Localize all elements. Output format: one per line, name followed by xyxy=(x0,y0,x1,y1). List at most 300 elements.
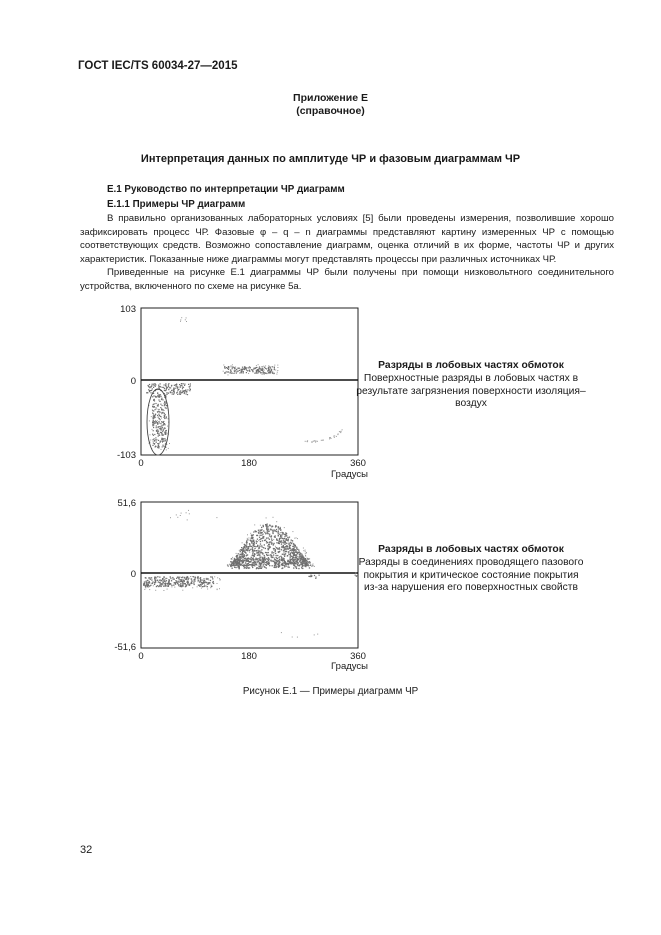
discharge-dot xyxy=(250,564,251,565)
discharge-dot xyxy=(279,556,280,557)
discharge-dot xyxy=(280,527,281,528)
discharge-dot xyxy=(305,441,306,442)
discharge-dot xyxy=(294,538,295,539)
body-paragraph-1: В правильно организованных лабораторных условиях [5] были проведены измерения, позволившие хорошо зафиксировать процесс ЧР. Фазовые φ – q – n диаграммы представляют картину измеренных ЧР с помощью соответствующих средств. Возможно сопоставление диаграмм, оценка отличий в их форме, частоты ЧР и других характеристик. Показанные ниже диаграммы могут представлять процессы при различных источниках ЧР. xyxy=(80,213,614,265)
discharge-dot xyxy=(154,582,155,583)
discharge-dot xyxy=(157,393,158,394)
discharge-dot xyxy=(267,545,268,546)
discharge-dot xyxy=(226,367,227,368)
discharge-dot xyxy=(267,563,268,564)
discharge-dot xyxy=(272,543,273,544)
discharge-dot xyxy=(237,368,238,369)
discharge-dot xyxy=(339,431,340,432)
discharge-dot xyxy=(284,527,285,528)
discharge-dot xyxy=(269,565,270,566)
discharge-dot xyxy=(273,530,274,531)
discharge-dot xyxy=(278,564,279,565)
discharge-dot xyxy=(323,440,324,441)
discharge-dot xyxy=(317,634,318,635)
discharge-dot xyxy=(295,559,296,560)
discharge-dot xyxy=(246,543,247,544)
discharge-dot xyxy=(309,562,310,563)
discharge-dot xyxy=(250,559,251,560)
discharge-dot xyxy=(279,547,280,548)
discharge-dot xyxy=(183,391,184,392)
discharge-dot xyxy=(260,535,261,536)
discharge-dot xyxy=(302,564,303,565)
discharge-dot xyxy=(271,555,272,556)
discharge-dot xyxy=(230,369,231,370)
discharge-dot xyxy=(262,557,263,558)
discharge-dot xyxy=(162,387,163,388)
discharge-dot xyxy=(238,566,239,567)
discharge-dot xyxy=(257,371,258,372)
discharge-dot xyxy=(241,547,242,548)
discharge-dot xyxy=(286,551,287,552)
discharge-dot xyxy=(268,560,269,561)
discharge-dot xyxy=(187,519,188,520)
discharge-dot xyxy=(247,560,248,561)
discharge-dot xyxy=(260,557,261,558)
discharge-dot xyxy=(247,538,248,539)
discharge-dot xyxy=(173,391,174,392)
discharge-dot xyxy=(263,530,264,531)
discharge-dot xyxy=(284,553,285,554)
discharge-dot xyxy=(158,433,159,434)
discharge-dot xyxy=(253,541,254,542)
section-e1-heading: Е.1 Руководство по интерпретации ЧР диаграмм xyxy=(107,184,345,195)
y-tick-label: 103 xyxy=(120,304,136,315)
discharge-dot xyxy=(254,554,255,555)
discharge-dot xyxy=(232,568,233,569)
discharge-dot xyxy=(153,407,154,408)
discharge-dot xyxy=(244,366,245,367)
discharge-dot xyxy=(284,536,285,537)
discharge-dot xyxy=(272,533,273,534)
discharge-dot xyxy=(251,559,252,560)
discharge-dot xyxy=(223,365,224,366)
discharge-dot xyxy=(247,548,248,549)
discharge-dot xyxy=(293,567,294,568)
discharge-dot xyxy=(255,531,256,532)
discharge-dot xyxy=(167,387,168,388)
discharge-dot xyxy=(263,553,264,554)
discharge-dot xyxy=(155,437,156,438)
discharge-dot xyxy=(264,367,265,368)
discharge-dot xyxy=(152,388,153,389)
discharge-dot xyxy=(269,371,270,372)
discharge-dot xyxy=(244,554,245,555)
discharge-dot xyxy=(183,580,184,581)
discharge-dot xyxy=(163,576,164,577)
discharge-dot xyxy=(179,586,180,587)
discharge-dot xyxy=(251,557,252,558)
discharge-dot xyxy=(299,565,300,566)
discharge-dot xyxy=(275,370,276,371)
discharge-dot xyxy=(162,399,163,400)
discharge-dot xyxy=(243,371,244,372)
discharge-dot xyxy=(299,553,300,554)
discharge-dot xyxy=(168,586,169,587)
discharge-dot xyxy=(262,374,263,375)
discharge-dot xyxy=(147,585,148,586)
discharge-dot xyxy=(301,561,302,562)
discharge-dot xyxy=(261,529,262,530)
discharge-dot xyxy=(305,558,306,559)
discharge-dot xyxy=(180,319,181,320)
legend-description: Разряды в соединениях проводящего пазового покрытия и критическое состояние покрытия из-за нарушения его поверхностных свойств xyxy=(358,556,584,594)
discharge-dot xyxy=(228,369,229,370)
discharge-dot xyxy=(283,546,284,547)
discharge-dot xyxy=(264,374,265,375)
discharge-dot xyxy=(303,565,304,566)
discharge-dot xyxy=(246,372,247,373)
discharge-dot xyxy=(162,441,163,442)
discharge-dot xyxy=(246,564,247,565)
discharge-dot xyxy=(297,559,298,560)
discharge-dot xyxy=(254,559,255,560)
discharge-dot xyxy=(162,442,163,443)
discharge-dot xyxy=(246,559,247,560)
discharge-dot xyxy=(198,580,199,581)
discharge-dot xyxy=(269,559,270,560)
discharge-dot xyxy=(246,568,247,569)
discharge-dot xyxy=(256,371,257,372)
discharge-dot xyxy=(219,588,220,589)
discharge-dot xyxy=(288,553,289,554)
discharge-dot xyxy=(281,542,282,543)
discharge-dot xyxy=(268,557,269,558)
discharge-dot xyxy=(177,583,178,584)
discharge-dot xyxy=(170,576,171,577)
discharge-dot xyxy=(180,386,181,387)
discharge-dot xyxy=(281,557,282,558)
discharge-dot xyxy=(281,568,282,569)
discharge-dot xyxy=(242,552,243,553)
discharge-dot xyxy=(180,586,181,587)
discharge-dot xyxy=(158,440,159,441)
discharge-dot xyxy=(297,538,298,539)
discharge-dot xyxy=(164,390,165,391)
discharge-dot xyxy=(243,550,244,551)
discharge-dot xyxy=(280,538,281,539)
discharge-dot xyxy=(162,581,163,582)
discharge-dot xyxy=(240,556,241,557)
discharge-dot xyxy=(168,579,169,580)
discharge-dot xyxy=(261,545,262,546)
discharge-dot xyxy=(309,567,310,568)
discharge-dot xyxy=(276,547,277,548)
discharge-dot xyxy=(246,541,247,542)
discharge-dot xyxy=(175,582,176,583)
discharge-dot xyxy=(268,531,269,532)
discharge-dot xyxy=(336,436,337,437)
discharge-dot xyxy=(313,441,314,442)
discharge-dot xyxy=(217,583,218,584)
discharge-dot xyxy=(295,555,296,556)
discharge-dot xyxy=(286,535,287,536)
discharge-dot xyxy=(297,564,298,565)
discharge-dot xyxy=(293,557,294,558)
discharge-dot xyxy=(167,578,168,579)
discharge-dot xyxy=(256,552,257,553)
discharge-dot xyxy=(169,443,170,444)
discharge-dot xyxy=(160,579,161,580)
discharge-dot xyxy=(161,398,162,399)
discharge-dot xyxy=(314,634,315,635)
discharge-dot xyxy=(166,388,167,389)
discharge-dot xyxy=(185,390,186,391)
discharge-dot xyxy=(300,564,301,565)
discharge-dot xyxy=(268,534,269,535)
discharge-dot xyxy=(269,544,270,545)
discharge-dot xyxy=(156,422,157,423)
discharge-dot xyxy=(330,437,331,438)
discharge-dot xyxy=(295,566,296,567)
discharge-dot xyxy=(246,560,247,561)
discharge-dot xyxy=(269,543,270,544)
discharge-dot xyxy=(201,580,202,581)
discharge-dot xyxy=(153,418,154,419)
discharge-dot xyxy=(294,545,295,546)
discharge-dot xyxy=(261,563,262,564)
discharge-dot xyxy=(239,559,240,560)
standard-header: ГОСТ IEC/TS 60034-27—2015 xyxy=(78,60,238,72)
discharge-dot xyxy=(164,388,165,389)
x-tick-label: 0 xyxy=(138,651,144,662)
discharge-dot xyxy=(158,414,159,415)
discharge-dot xyxy=(284,541,285,542)
discharge-dot xyxy=(316,441,317,442)
discharge-dot xyxy=(165,403,166,404)
discharge-dot xyxy=(163,446,164,447)
discharge-dot xyxy=(193,582,194,583)
discharge-dot xyxy=(157,415,158,416)
discharge-dot xyxy=(275,565,276,566)
discharge-dot xyxy=(158,586,159,587)
discharge-dot xyxy=(278,535,279,536)
discharge-dot xyxy=(269,539,270,540)
discharge-dot xyxy=(305,555,306,556)
discharge-dot xyxy=(254,546,255,547)
discharge-dot xyxy=(183,387,184,388)
discharge-dot xyxy=(173,388,174,389)
discharge-dot xyxy=(201,586,202,587)
discharge-dot xyxy=(258,566,259,567)
discharge-dot xyxy=(289,545,290,546)
discharge-dot xyxy=(201,588,202,589)
discharge-dot xyxy=(154,584,155,585)
discharge-dot xyxy=(236,553,237,554)
discharge-dot xyxy=(254,565,255,566)
discharge-dot xyxy=(287,563,288,564)
discharge-dot xyxy=(207,589,208,590)
discharge-dot xyxy=(153,585,154,586)
document-title: Интерпретация данных по амплитуде ЧР и фазовым диаграммам ЧР xyxy=(140,153,521,165)
discharge-dot xyxy=(281,529,282,530)
discharge-dot xyxy=(164,417,165,418)
discharge-dot xyxy=(250,561,251,562)
discharge-dot xyxy=(256,365,257,366)
discharge-dot xyxy=(273,539,274,540)
discharge-dot xyxy=(285,561,286,562)
discharge-dot xyxy=(295,551,296,552)
discharge-dot xyxy=(231,561,232,562)
discharge-dot xyxy=(204,582,205,583)
discharge-dot xyxy=(212,582,213,583)
discharge-dot xyxy=(277,558,278,559)
discharge-dot xyxy=(269,535,270,536)
discharge-dot xyxy=(235,567,236,568)
discharge-dot xyxy=(252,551,253,552)
discharge-dot xyxy=(273,561,274,562)
discharge-dot xyxy=(228,374,229,375)
discharge-dot xyxy=(163,387,164,388)
discharge-dot xyxy=(190,383,191,384)
appendix-subtitle: (справочное) xyxy=(296,105,365,117)
discharge-dot xyxy=(194,584,195,585)
discharge-dot xyxy=(268,371,269,372)
discharge-dot xyxy=(286,566,287,567)
discharge-dot xyxy=(277,365,278,366)
discharge-dot xyxy=(161,421,162,422)
discharge-dot xyxy=(165,384,166,385)
discharge-dot xyxy=(162,438,163,439)
discharge-dot xyxy=(276,374,277,375)
discharge-dot xyxy=(266,567,267,568)
discharge-dot xyxy=(276,542,277,543)
discharge-dot xyxy=(157,396,158,397)
discharge-dot xyxy=(160,416,161,417)
discharge-dot xyxy=(241,564,242,565)
discharge-dot xyxy=(188,384,189,385)
discharge-dot xyxy=(273,552,274,553)
discharge-dot xyxy=(173,578,174,579)
discharge-dot xyxy=(262,540,263,541)
discharge-dot xyxy=(296,548,297,549)
discharge-dot xyxy=(186,317,187,318)
discharge-dot xyxy=(161,425,162,426)
discharge-dot xyxy=(272,551,273,552)
discharge-dot xyxy=(186,577,187,578)
discharge-dot xyxy=(278,529,279,530)
discharge-dot xyxy=(183,585,184,586)
discharge-dot xyxy=(148,584,149,585)
discharge-dot xyxy=(257,567,258,568)
discharge-dot xyxy=(248,565,249,566)
discharge-dot xyxy=(159,585,160,586)
discharge-dot xyxy=(273,549,274,550)
discharge-dot xyxy=(269,369,270,370)
discharge-dot xyxy=(159,415,160,416)
discharge-dot xyxy=(149,390,150,391)
discharge-dot xyxy=(187,584,188,585)
discharge-dot xyxy=(286,546,287,547)
discharge-dot xyxy=(163,428,164,429)
discharge-dot xyxy=(157,433,158,434)
chart-2-legend xyxy=(356,544,586,595)
discharge-dot xyxy=(158,447,159,448)
discharge-dot xyxy=(156,430,157,431)
discharge-dot xyxy=(158,581,159,582)
discharge-dot xyxy=(153,399,154,400)
discharge-dot xyxy=(191,580,192,581)
discharge-dot xyxy=(284,558,285,559)
discharge-dot xyxy=(260,533,261,534)
discharge-dot xyxy=(246,369,247,370)
discharge-dot xyxy=(231,558,232,559)
discharge-dot xyxy=(296,537,297,538)
discharge-dot xyxy=(305,566,306,567)
discharge-dot xyxy=(308,564,309,565)
discharge-dot xyxy=(158,431,159,432)
discharge-dot xyxy=(302,559,303,560)
discharge-dot xyxy=(317,441,318,442)
discharge-dot xyxy=(264,567,265,568)
discharge-dot xyxy=(267,555,268,556)
discharge-dot xyxy=(258,558,259,559)
discharge-dot xyxy=(288,540,289,541)
discharge-dot xyxy=(281,546,282,547)
discharge-dot xyxy=(245,546,246,547)
discharge-dot xyxy=(157,431,158,432)
discharge-dot xyxy=(155,579,156,580)
discharge-dot xyxy=(152,434,153,435)
discharge-dot xyxy=(154,438,155,439)
discharge-dot xyxy=(160,429,161,430)
discharge-dot xyxy=(249,552,250,553)
discharge-dot xyxy=(156,425,157,426)
discharge-dot xyxy=(166,586,167,587)
discharge-dot xyxy=(256,367,257,368)
discharge-dot xyxy=(170,387,171,388)
discharge-dot xyxy=(287,546,288,547)
discharge-dot xyxy=(303,561,304,562)
discharge-dot xyxy=(284,566,285,567)
discharge-dot xyxy=(165,414,166,415)
x-tick-label: 360 xyxy=(350,458,366,469)
discharge-dot xyxy=(233,565,234,566)
discharge-dot xyxy=(167,433,168,434)
discharge-dot xyxy=(261,369,262,370)
discharge-dot xyxy=(190,385,191,386)
discharge-dot xyxy=(182,388,183,389)
discharge-dot xyxy=(274,367,275,368)
discharge-dot xyxy=(231,563,232,564)
discharge-dot xyxy=(171,585,172,586)
discharge-dot xyxy=(252,553,253,554)
discharge-dot xyxy=(160,412,161,413)
discharge-dot xyxy=(178,581,179,582)
discharge-dot xyxy=(295,563,296,564)
discharge-dot xyxy=(180,385,181,386)
discharge-dot xyxy=(248,568,249,569)
discharge-dot xyxy=(236,564,237,565)
discharge-dot xyxy=(162,435,163,436)
discharge-dot xyxy=(319,575,320,576)
discharge-dot xyxy=(257,550,258,551)
discharge-dot xyxy=(226,371,227,372)
discharge-dot xyxy=(154,443,155,444)
discharge-dot xyxy=(285,547,286,548)
x-tick-label: 360 xyxy=(350,651,366,662)
discharge-dot xyxy=(154,434,155,435)
discharge-dot xyxy=(184,390,185,391)
discharge-dot xyxy=(241,558,242,559)
discharge-dot xyxy=(272,526,273,527)
discharge-dot xyxy=(185,579,186,580)
discharge-dot xyxy=(161,413,162,414)
